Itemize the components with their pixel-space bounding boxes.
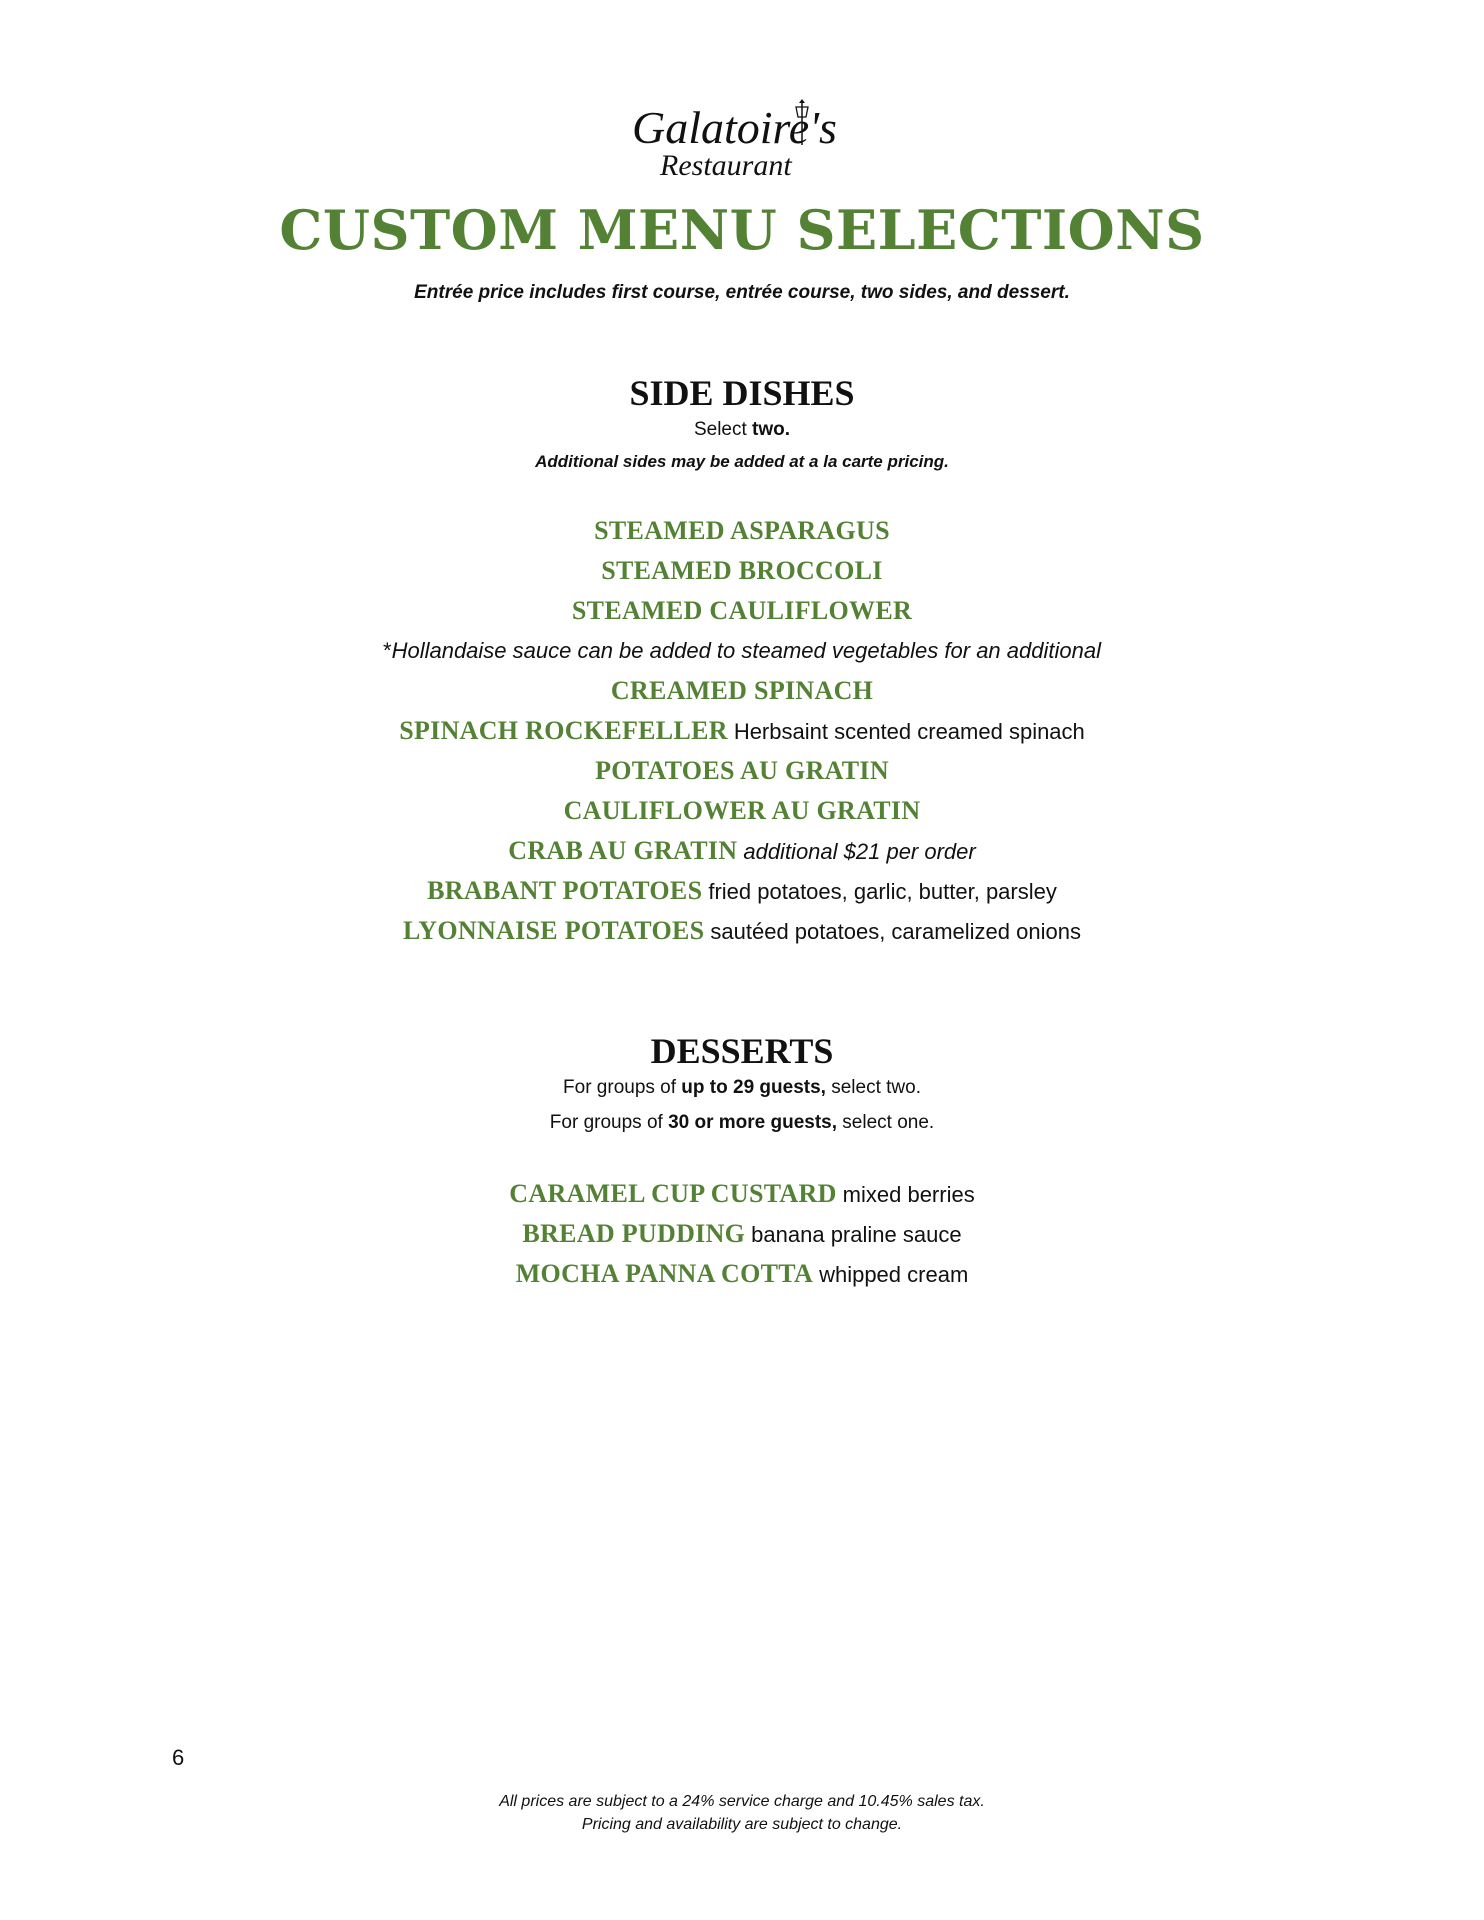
desserts-list [0, 1174, 1484, 1294]
footer-line-1: All prices are subject to a 24% service charge and 10.45% sales tax. [499, 1793, 985, 1810]
rule-suffix: select one. [837, 1112, 935, 1133]
desserts-rule-small-groups [0, 1077, 1484, 1099]
item-name: CARAMEL CUP CUSTARD [509, 1179, 837, 1208]
restaurant-logo [620, 95, 870, 185]
item-description: additional $21 per order [743, 839, 976, 864]
hollandaise-note [0, 631, 1484, 671]
lamp-post-icon [620, 95, 870, 185]
item-name: BREAD PUDDING [522, 1219, 746, 1248]
item-description: banana praline sauce [751, 1222, 962, 1247]
item-description: whipped cream [819, 1262, 969, 1287]
logo-text-restaurant: Restaurant [660, 149, 792, 182]
rule-prefix: For groups of [549, 1112, 669, 1133]
rule-bold: up to 29 guests, [681, 1077, 826, 1098]
item-description: Herbsaint scented creamed spinach [733, 719, 1085, 744]
item-name: STEAMED CAULIFLOWER [571, 596, 913, 625]
item-description: fried potatoes, garlic, butter, parsley [708, 879, 1057, 904]
side-dishes-additional-note: Additional sides may be added at a la carte pricing. [535, 452, 949, 471]
side-dishes-heading: SIDE DISHES [629, 373, 855, 413]
item-name: POTATOES AU GRATIN [595, 756, 889, 785]
list-item [0, 831, 1484, 871]
select-prefix: Select [693, 419, 753, 440]
item-name: STEAMED ASPARAGUS [594, 516, 890, 545]
list-item [0, 1174, 1484, 1214]
footer-line-2: Pricing and availability are subject to change. [581, 1816, 903, 1833]
asterisk: * [383, 638, 392, 663]
item-name: CAULIFLOWER AU GRATIN [563, 796, 921, 825]
hollandaise-note-text: Hollandaise sauce can be added to steamed vegetables for an additional [391, 638, 1101, 663]
item-description: sautéed potatoes, caramelized onions [710, 919, 1081, 944]
list-item [0, 911, 1484, 951]
footer-disclaimer [0, 1790, 1484, 1836]
item-name: LYONNAISE POTATOES [403, 916, 705, 945]
item-name: MOCHA PANNA COTTA [515, 1259, 814, 1288]
list-item [0, 591, 1484, 631]
list-item [0, 511, 1484, 551]
item-description: mixed berries [842, 1182, 975, 1207]
item-name: CREAMED SPINACH [610, 676, 874, 705]
desserts-heading: DESSERTS [650, 1031, 834, 1071]
list-item [0, 671, 1484, 711]
item-name: STEAMED BROCCOLI [601, 556, 883, 585]
rule-suffix: select two. [825, 1077, 921, 1098]
page-number: 6 [172, 1745, 185, 1770]
side-dishes-select-note [0, 419, 1484, 441]
rule-prefix: For groups of [563, 1077, 682, 1098]
desserts-rule-large-groups [0, 1112, 1484, 1134]
list-item [0, 751, 1484, 791]
list-item [0, 551, 1484, 591]
page-title: CUSTOM MENU SELECTIONS [279, 198, 1205, 262]
item-name: CRAB AU GRATIN [508, 836, 738, 865]
list-item [0, 1214, 1484, 1254]
list-item [0, 1254, 1484, 1294]
rule-bold: 30 or more guests, [668, 1112, 838, 1133]
select-count: two. [752, 419, 791, 440]
list-item [0, 791, 1484, 831]
item-name: SPINACH ROCKEFELLER [399, 716, 728, 745]
list-item [0, 871, 1484, 911]
page-subtitle: Entrée price includes first course, entrée course, two sides, and dessert. [414, 282, 1070, 303]
item-name: BRABANT POTATOES [427, 876, 703, 905]
list-item [0, 711, 1484, 751]
side-dishes-list [0, 511, 1484, 951]
logo-text-galatoires: Galatoire's [632, 102, 837, 153]
